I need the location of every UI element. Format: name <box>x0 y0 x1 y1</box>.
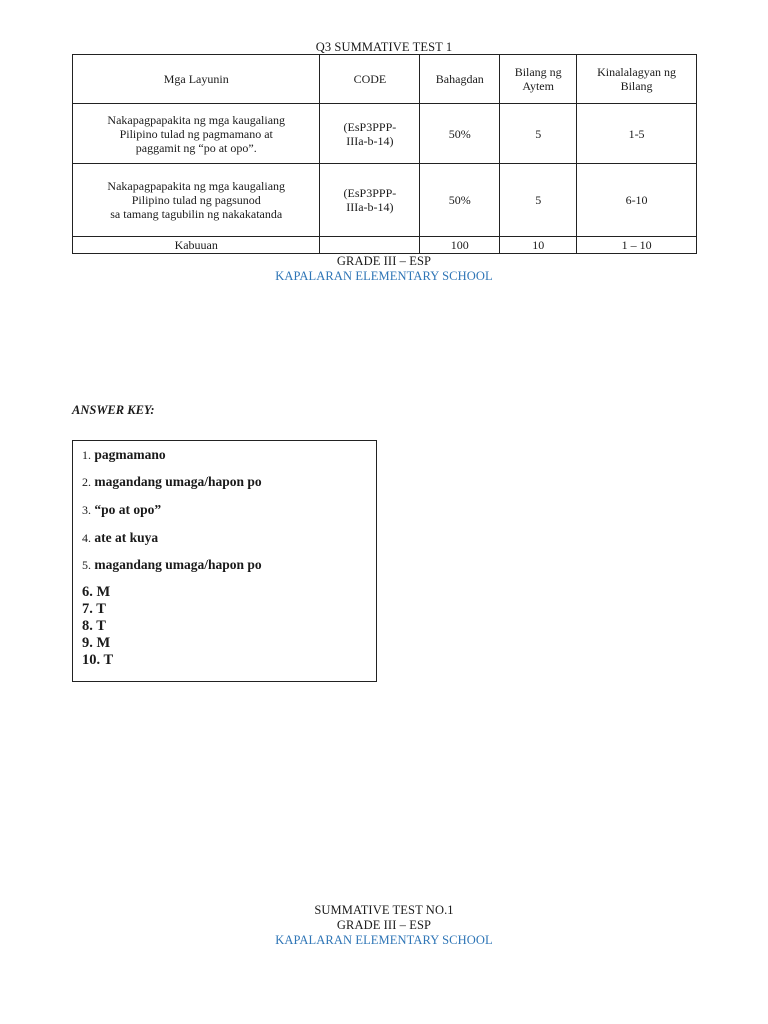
header-bahagdan: Bahagdan <box>420 55 500 104</box>
answer-item: 7. T <box>82 601 106 617</box>
answer-text: ate at kuya <box>94 530 159 545</box>
answer-item: 10. T <box>82 652 114 668</box>
header-code: CODE <box>320 55 420 104</box>
code-line: (EsP3PPP- <box>343 119 397 134</box>
code-line: (EsP3PPP- <box>343 186 397 200</box>
footer-school-name: KAPALARAN ELEMENTARY SCHOOL <box>275 933 493 947</box>
layunin-line: Nakapagpapakita ng mga kaugaliang <box>107 179 286 193</box>
answer-text: magandang umaga/hapon po <box>94 474 262 489</box>
layunin-cell <box>73 164 320 237</box>
total-code <box>320 237 420 254</box>
answer-item <box>82 474 262 490</box>
answer-item: 9. M <box>82 635 111 651</box>
table-row <box>73 104 697 164</box>
answer-item: 6. M <box>82 584 111 600</box>
answer-text: magandang umaga/hapon po <box>94 557 262 572</box>
total-label: Kabuuan <box>73 237 320 254</box>
layunin-line: sa tamang tagubilin ng nakakatanda <box>110 207 283 221</box>
total-kinalalagyan: 1 – 10 <box>577 237 697 254</box>
answer-key-title: ANSWER KEY: <box>72 403 155 417</box>
footer-title: SUMMATIVE TEST NO.1 <box>314 903 454 917</box>
layunin-line: Pilipino tulad ng pagsunod <box>131 193 261 207</box>
school-name: KAPALARAN ELEMENTARY SCHOOL <box>275 269 493 283</box>
answer-item <box>82 530 158 546</box>
table-row <box>73 164 697 237</box>
bahagdan-cell: 50% <box>420 104 500 164</box>
answer-item <box>82 557 262 573</box>
kinalalagyan-cell: 6-10 <box>577 164 697 237</box>
code-cell <box>320 104 420 164</box>
code-cell <box>320 164 420 237</box>
bilang-cell: 5 <box>500 104 577 164</box>
answer-text: pagmamano <box>94 447 166 462</box>
answer-number: 4. <box>82 531 91 545</box>
answer-item <box>82 447 166 463</box>
total-bilang: 10 <box>500 237 577 254</box>
layunin-cell <box>73 104 320 164</box>
layunin-line: Nakapagpapakita ng mga kaugaliang <box>107 112 286 127</box>
table-header-row <box>73 55 697 104</box>
layunin-line: Pilipino tulad ng pagmamano at <box>119 126 273 141</box>
grade-subject: GRADE III – ESP <box>336 254 432 268</box>
code-line: IIIa-b-14) <box>346 133 394 148</box>
bahagdan-cell: 50% <box>420 164 500 237</box>
bilang-cell: 5 <box>500 164 577 237</box>
answer-number: 3. <box>82 503 91 517</box>
header-kinalalagyan: Kinalalagyan ng Bilang <box>577 55 697 104</box>
code-line: IIIa-b-14) <box>346 200 394 214</box>
answer-text: “po at opo” <box>94 502 162 517</box>
answer-number: 1. <box>82 448 91 462</box>
kinalalagyan-cell: 1-5 <box>577 104 697 164</box>
header-bilang-ng-aytem: Bilang ng Aytem <box>500 55 577 104</box>
answer-item: 8. T <box>82 618 106 634</box>
specification-table <box>72 54 697 254</box>
document-title: Q3 SUMMATIVE TEST 1 <box>315 40 453 54</box>
answer-item <box>82 502 161 518</box>
table-total-row <box>73 237 697 254</box>
answer-key-box <box>72 440 377 682</box>
layunin-line: paggamit ng “po at opo”. <box>135 140 257 155</box>
header-mga-layunin: Mga Layunin <box>73 55 320 104</box>
total-bahagdan: 100 <box>420 237 500 254</box>
footer-grade-subject: GRADE III – ESP <box>336 918 432 932</box>
answer-number: 5. <box>82 558 91 572</box>
answer-number: 2. <box>82 475 91 489</box>
